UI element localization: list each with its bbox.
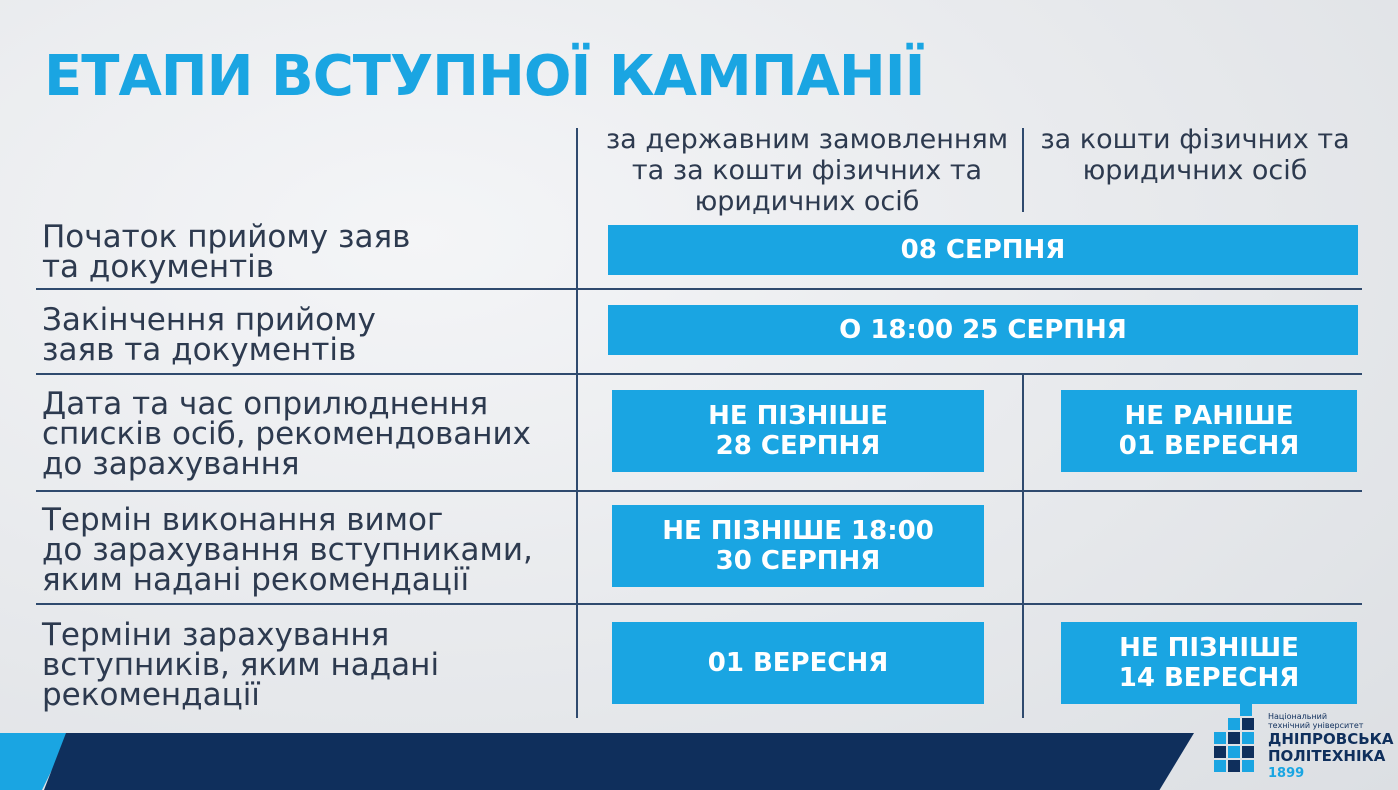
logo-name-line2: ПОЛІТЕХНІКА [1268, 747, 1386, 765]
row-divider [36, 490, 1362, 492]
footer-band [44, 733, 1194, 790]
row-label-application-start: Початок прийому заяв та документів [42, 219, 411, 285]
logo-subtitle-line2: технічний університет [1268, 721, 1364, 730]
vertical-divider-header [1022, 128, 1024, 212]
logo-year: 1899 [1268, 766, 1305, 781]
row-label-enrollment-dates: Терміни зарахування вступників, яким надані рекомендації [42, 617, 440, 713]
date-box-lists-private: НЕ РАНІШЕ 01 ВЕРЕСНЯ [1061, 390, 1357, 472]
university-logo [1210, 700, 1394, 782]
date-box-enrollment-state: 01 ВЕРЕСНЯ [612, 622, 984, 704]
row-divider [36, 373, 1362, 375]
column-header-state: за державним замовленням та за кошти фізичних та юридичних осіб [605, 124, 1009, 217]
date-box-enrollment-private: НЕ ПІЗНІШЕ 14 ВЕРЕСНЯ [1061, 622, 1357, 704]
row-divider [36, 288, 1362, 290]
column-header-private: за кошти фізичних та юридичних осіб [1040, 124, 1350, 186]
logo-name-line1: ДНІПРОВСЬКА [1268, 730, 1394, 748]
row-label-requirements-deadline: Термін виконання вимог до зарахування вступниками, яким надані рекомендації [42, 502, 533, 598]
logo-subtitle-line1: Національний [1268, 712, 1328, 721]
date-box-application-start: 08 СЕРПНЯ [608, 225, 1358, 275]
vertical-divider-main [576, 128, 578, 718]
date-box-lists-state: НЕ ПІЗНІШЕ 28 СЕРПНЯ [612, 390, 984, 472]
row-label-application-end: Закінчення прийому заяв та документів [42, 302, 376, 368]
row-label-recommendation-lists: Дата та час оприлюднення списків осіб, рекомендованих до зарахування [42, 386, 532, 482]
date-box-requirements-state: НЕ ПІЗНІШЕ 18:00 30 СЕРПНЯ [612, 505, 984, 587]
logo-blocks-icon [1210, 702, 1266, 782]
date-box-application-end: О 18:00 25 СЕРПНЯ [608, 305, 1358, 355]
vertical-divider-lower [1022, 374, 1024, 718]
row-divider [36, 603, 1362, 605]
page-title: ЕТАПИ ВСТУПНОЇ КАМПАНІЇ [44, 44, 925, 109]
